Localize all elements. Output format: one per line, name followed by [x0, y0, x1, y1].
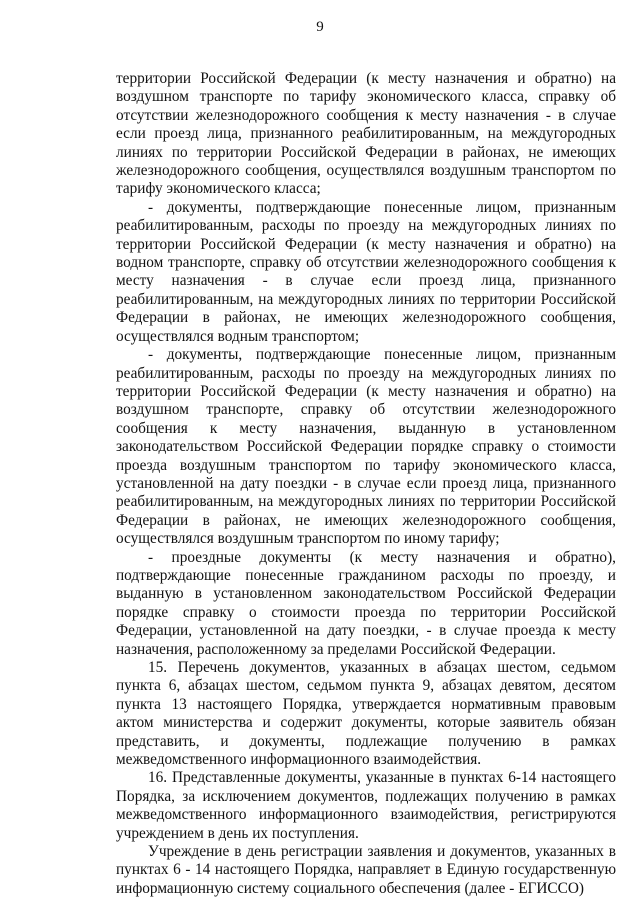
paragraph-continued: территории Российской Федерации (к месту назначения и обратно) на воздушном транспорте по тарифу экономического класса, справку об отсутствии железнодорожного сообщения к месту назначения - в случае если проезд лица, признанного реабилитированным, на междугородных линиях по территории Российской Федерации в районах, не имеющих железнодорожного сообщения, осуществлялся воздушным транспортом по тарифу экономического класса;: [116, 70, 616, 198]
paragraph-egisso: Учреждение в день регистрации заявления и документов, указанных в пунктах 6 - 14 настоящего Порядка, направляет в Единую государственную информационную систему социального обеспечения (далее - ЕГИССО): [116, 843, 616, 897]
document-body: [116, 70, 616, 898]
paragraph-travel-documents-abroad: - проездные документы (к месту назначения и обратно), подтверждающие понесенные гражданином расходы по проезду, и выданную в установленном законодательством Российской Федерации порядке справку о стоимости проезда по территории Российской Федерации, установленной на дату поездки, - в случае проезда к месту назначения, расположенному за пределами Российской Федерации.: [116, 548, 616, 658]
paragraph-water-transport: - документы, подтверждающие понесенные лицом, признанным реабилитированным, расходы по проезду на междугородных линиях по территории Российской Федерации (к месту назначения и обратно) на водном транспорте, справку об отсутствии железнодорожного сообщения к месту назначения - в случае если проезд лица, признанного реабилитированным, на междугородных линиях по территории Российской Федерации в районах, не имеющих железнодорожного сообщения, осуществлялся водным транспортом;: [116, 198, 616, 345]
page-number: 9: [316, 19, 324, 35]
paragraph-air-transport-other-tariff: - документы, подтверждающие понесенные лицом, признанным реабилитированным, расходы по проезду на междугородных линиях по территории Российской Федерации (к месту назначения и обратно) на воздушном транспорте, справку об отсутствии железнодорожного сообщения к месту назначения, выданную в установленном законодательством Российской Федерации порядке справку о стоимости проезда воздушным транспортом по тарифу экономического класса, установленной на дату поездки - в случае если проезд лица, признанного реабилитированным, на междугородных линиях по территории Российской Федерации в районах, не имеющих железнодорожного сообщения, осуществлялся воздушным транспортом по иному тарифу;: [116, 346, 616, 548]
paragraph-clause-16: 16. Представленные документы, указанные в пунктах 6-14 настоящего Порядка, за исключением документов, подлежащих получению в рамках межведомственного информационного взаимодействия, регистрируются учреждением в день их поступления.: [116, 769, 616, 842]
paragraph-clause-15: 15. Перечень документов, указанных в абзацах шестом, седьмом пункта 6, абзацах шестом, седьмом пункта 9, абзацах девятом, десятом пункта 13 настоящего Порядка, утверждается нормативным правовым актом министерства и содержит документы, которые заявитель обязан представить, и документы, подлежащие получению в рамках межведомственного информационного взаимодействия.: [116, 659, 616, 769]
